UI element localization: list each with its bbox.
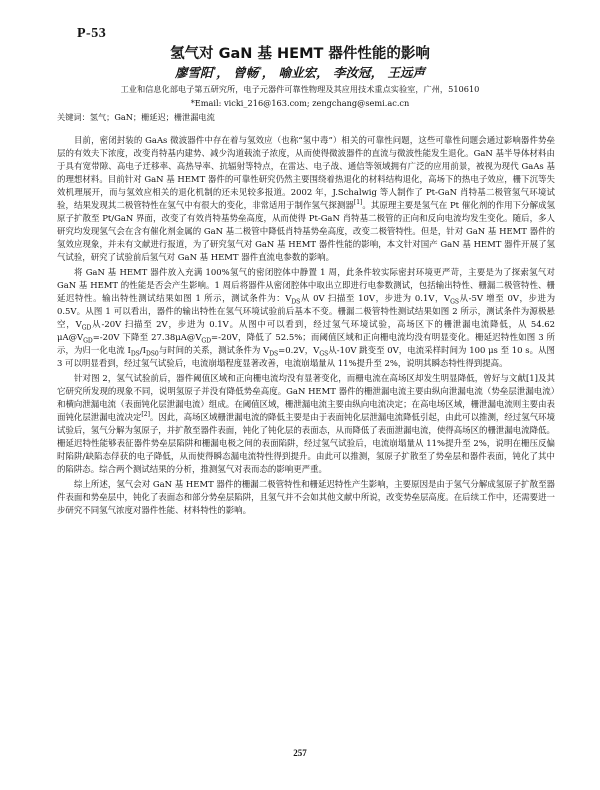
- subscript: DS: [130, 350, 140, 358]
- paper-title: 氢气对 GaN 基 HEMT 器件性能的影响: [170, 46, 430, 62]
- keywords: 关键词：氢气；GaN；栅延迟；栅泄漏电流: [57, 112, 215, 122]
- author-name: 曾畅: [233, 65, 259, 80]
- body-paragraph: [57, 266, 555, 370]
- subscript: GD: [83, 337, 93, 345]
- author-separator: ，: [216, 65, 229, 80]
- subscript: GS: [450, 298, 460, 306]
- subscript: DS: [291, 298, 301, 306]
- paragraph-text: /I: [139, 345, 146, 356]
- paragraph-text: 与时间的关系，测试条件为 V: [158, 345, 270, 356]
- paragraph-text: 将 GaN 基 HEMT 器件放入充满 100%氢气的密闭腔体中静置 1 周，此条件较实际密封环境更严苛，主要是为了探索氢气对 GaN 基 HEMT 的性能是否会产生影响。1 周后将器件从密闭腔体中取出立即进行电参数测试，包括输出特性、栅漏二极管特性、栅延迟特性。输出特性测试结果如图 1 所示，测试条件为：V: [57, 266, 555, 304]
- subscript: GD: [81, 324, 92, 332]
- citation: [1]: [353, 199, 363, 207]
- paragraph-text: 从 0V 扫描至 10V，步进为 0.1V，V: [300, 293, 451, 304]
- paragraph-text: =-20V，降低了 52.5%；而阈值区域和正向栅电流均没有明显变化。栅延迟特性如图 3 所示，为归一化电流 I: [57, 332, 555, 356]
- subscript: GS: [319, 350, 329, 358]
- author-separator: ，: [370, 65, 384, 80]
- subscript: DS0: [145, 350, 159, 358]
- author-separator: ，: [261, 65, 275, 80]
- paragraph-text: 。因此，高场区域栅泄漏电流的降低主要是由于表面钝化层泄漏电流降低引起，由此可以推测，经过氢气环境试验后，氢气分解为氢原子，并扩散至器件表面，钝化了钝化层的表面态，从而降低了表面泄漏电流，使得高场区的栅泄漏电流降低。栅延迟特性能够表征器件势垒层陷阱和栅漏电极之间的表面陷阱，经过氢气试验后，电流崩塌量从 11%提升至 2%，说明在栅压反偏时陷阱/缺陷态俘获的电子降低，从而使得瞬态漏电流特性得到提升。由此可以推测，氢原子扩散至了势垒层和器件表面，钝化了其中的陷阱态。综合两个测试结果的分析，推测氢气对表而态的影响更严重。: [57, 411, 556, 475]
- corresponding-mark: *: [258, 64, 262, 74]
- author-name: 廖雪阳: [175, 65, 213, 80]
- paragraph-text: 从-20V 扫描至 2V，步进为 0.1V。从图中可以看到，经过氢气环境试验，高场区下的栅泄漏电流降低，从 54.62 μA@V: [57, 319, 555, 343]
- paper-body: [57, 134, 555, 518]
- paragraph-text: 从-5V 增至 0V，步进为 0.5V。从图 1 可以看出，器件的输出特性在氢气环境试验前后基本不变。栅漏二极管特性测试结果如图 2 所示，测试条件为源极悬空，V: [57, 293, 556, 330]
- author-name: 李汝冠: [333, 65, 371, 80]
- paragraph-text: 目前，密闭封装的 GaAs 微波器件中存在着与氢效应（也称“氢中毒”）相关的可靠性问题，这些可靠性问题会通过影响器件势垒层的有效夫下浓度，改变肖特基内建势、减少沟道载流子浓度，从而使得微波器件的直流与微波性能发生退化。GaN 基半导体材料由于具有宽带隙、高电子迁移率、高热导率、抗辐射等特点，在雷达、电子战、通信等领域拥有广泛的应用前景，被视为现代 GaAs 基的理想材料。目前针对 GaN 基 HEMT 器件的可靠性研究仍然主要围绕着热退化的材料结构退化，高场下的热电子效应，栅下沉等失效机理展开，而与氢效应相关的退化机制的还未见较多报道。2002 年，J.Schalwig 等人制作了 Pt-GaN 肖特基二极管氢气环境试验，结果发现其二极管特性在氢气中有很大的变化，非常适用于制作氢气探测器: [57, 135, 555, 211]
- paragraph-text: 针对图 2，氢气试验前后，器件阈值区域和正向栅电流均没有显著变化，而栅电流在高场区却发生明显降低，曾好与文献[1]及其它研究所发现的现象不同，说明氢原子并没有降低势垒高度。GaN HEMT 器件的栅泄漏电流主要由纵向泄漏电流（势垒层泄漏电流）和横向泄漏电流（表面钝化层泄漏电流）组成。在阈值区域，栅泄漏电流主要由纵向电流决定；在高电场区域，栅泄漏电流则主要由表面钝化层泄漏电流决定: [57, 372, 555, 422]
- subscript: GD: [201, 337, 212, 345]
- author-separator: ，: [316, 65, 329, 80]
- affiliation: 工业和信息化部电子第五研究所，电子元器件可靠性物理及其应用技术重点实验室，广州，510610: [120, 84, 480, 94]
- body-paragraph: [57, 478, 555, 517]
- corresponding-mark: *: [212, 64, 217, 74]
- paragraph-text: 。其原理主要是氢气在 Pt 催化剂的作用下分解成氢原子扩散至 Pt/GaN 界面，改变了有效肖特基势垒高度，从而使得 Pt-GaN 肖特基二极管的正向和反向电流均发生变化。随后，多人研究均发现氢气会在含有催化剂金属的 GaN 基二极管中降低肖特基势垒高度，改变二极管特性。但是，针对 GaN 基 HEMT 器件的氢效应现象，并未有文献进行报道，为了研究氢气对 GaN 基 HEMT 器件性能的影响，本文针对国产 GaN 基 HEMT 器件开展了氢气试验，研究了试验前后氢气对 GaN 基 HEMT 器件直流电参数的影响。: [57, 200, 555, 263]
- body-paragraph: [57, 134, 555, 264]
- author-name: 喻业宏: [278, 65, 317, 80]
- paragraph-text: =0.2V，V: [278, 345, 320, 356]
- paragraph-text: 综上所述，氢气会对 GaN 基 HEMT 器件的栅漏二极管特性和栅延迟特性产生影响，主要原因是由于氢气分解成氢原子扩散至器件表面和势垒层中，钝化了表面态和部分势垒层陷阱，且氢气并不会如其他文献中所说，改变势垒层高度。在后续工作中，还需要进一步研究不同氢气浓度对器件性能、材料特性的影响。: [57, 478, 555, 515]
- body-paragraph: [57, 372, 555, 476]
- paragraph-text: =-20V 下降至 27.38μA@V: [92, 332, 202, 343]
- subscript: DS: [269, 350, 279, 358]
- author-name: 王远声: [387, 65, 425, 80]
- page-number: 257: [293, 748, 307, 758]
- paper-code: P-53: [77, 26, 107, 41]
- email-line: *Email: vicki_216@163.com; zengchang@semi.ac.cn: [190, 98, 410, 108]
- author-list: [120, 63, 480, 81]
- paragraph-text: 从-10V 跳变至 0V，电流采样时间为 100 μs 至 10 s。从图 3 可以明显看到，经过氢气试验后，电流崩塌程度显著改善，电流崩塌量从 11%提升至 2%，说明其瞬态特性得到提高。: [57, 345, 555, 369]
- citation: [2]: [141, 411, 150, 419]
